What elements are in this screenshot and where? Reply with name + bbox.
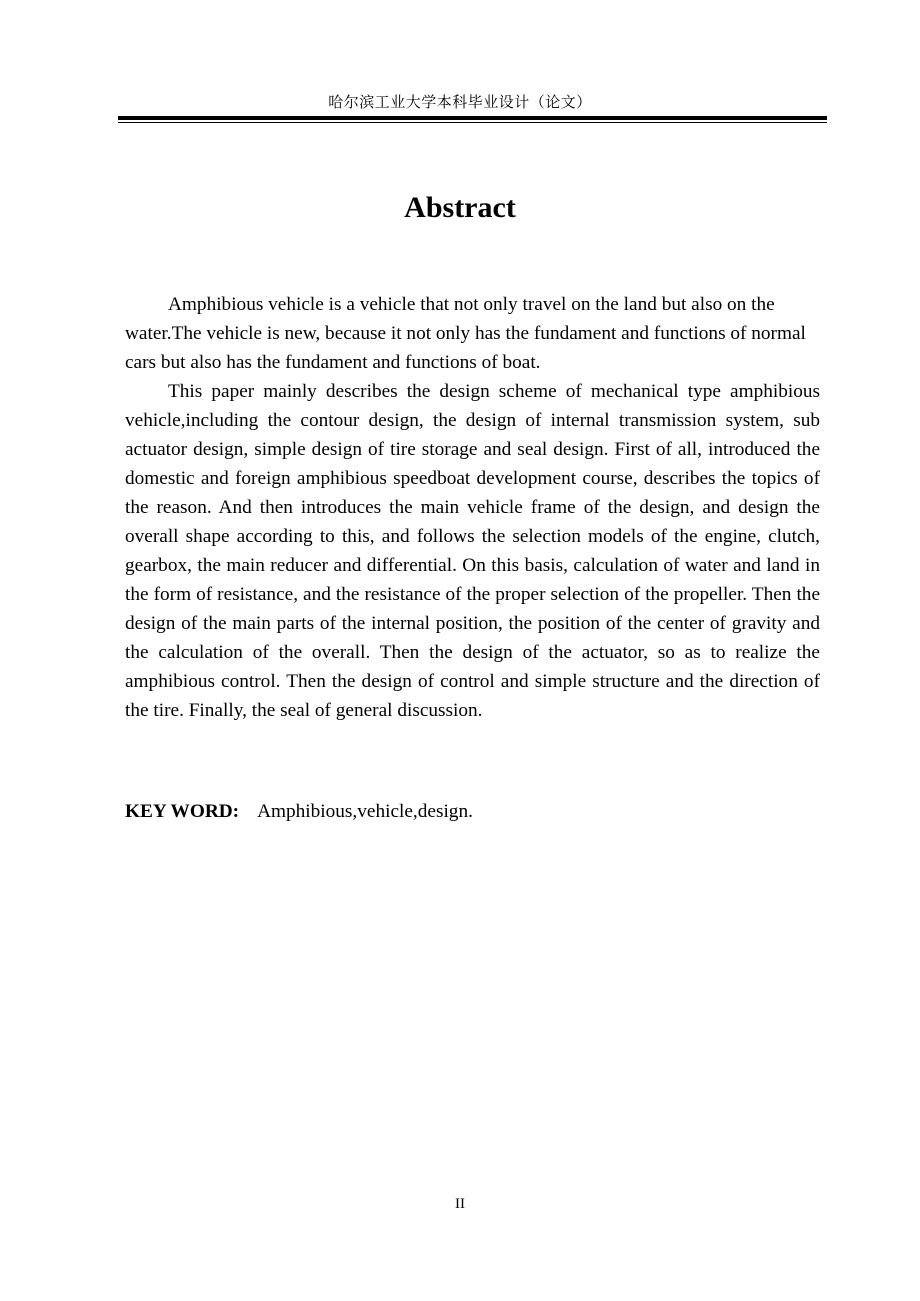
keyword-line <box>125 797 473 826</box>
header-rule-thick <box>118 116 827 120</box>
abstract-paragraph-1: Amphibious vehicle is a vehicle that not only travel on the land but also on the water.The vehicle is new, because it not only has the fundament and functions of normal cars but also has the fundament and functions of boat. <box>125 294 806 373</box>
header-title: 哈尔滨工业大学本科毕业设计（论文） <box>328 95 592 111</box>
header-rule-thin <box>118 122 827 123</box>
keyword-label: KEY WORD: <box>125 801 240 822</box>
abstract-heading: Abstract <box>404 191 516 224</box>
abstract-body <box>125 290 820 725</box>
page-number: II <box>455 1196 465 1212</box>
keyword-value: Amphibious,vehicle,design. <box>257 801 473 822</box>
abstract-paragraph-2: This paper mainly describes the design scheme of mechanical type amphibious vehicle,including the contour design, the design of internal transmission system, sub actuator design, simple design of tire storage and seal design. First of all, introduced the domestic and foreign amphibious speedboat development course, describes the topics of the reason. And then introduces the main vehicle frame of the design, and design the overall shape according to this, and follows the selection models of the engine, clutch, gearbox, the main reducer and differential. On this basis, calculation of water and land in the form of resistance, and the resistance of the proper selection of the propeller. Then the design of the main parts of the internal position, the position of the center of gravity and the calculation of the overall. Then the design of the actuator, so as to realize the amphibious control. Then the design of control and simple structure and the direction of the tire. Finally, the seal of general discussion. <box>125 381 820 721</box>
